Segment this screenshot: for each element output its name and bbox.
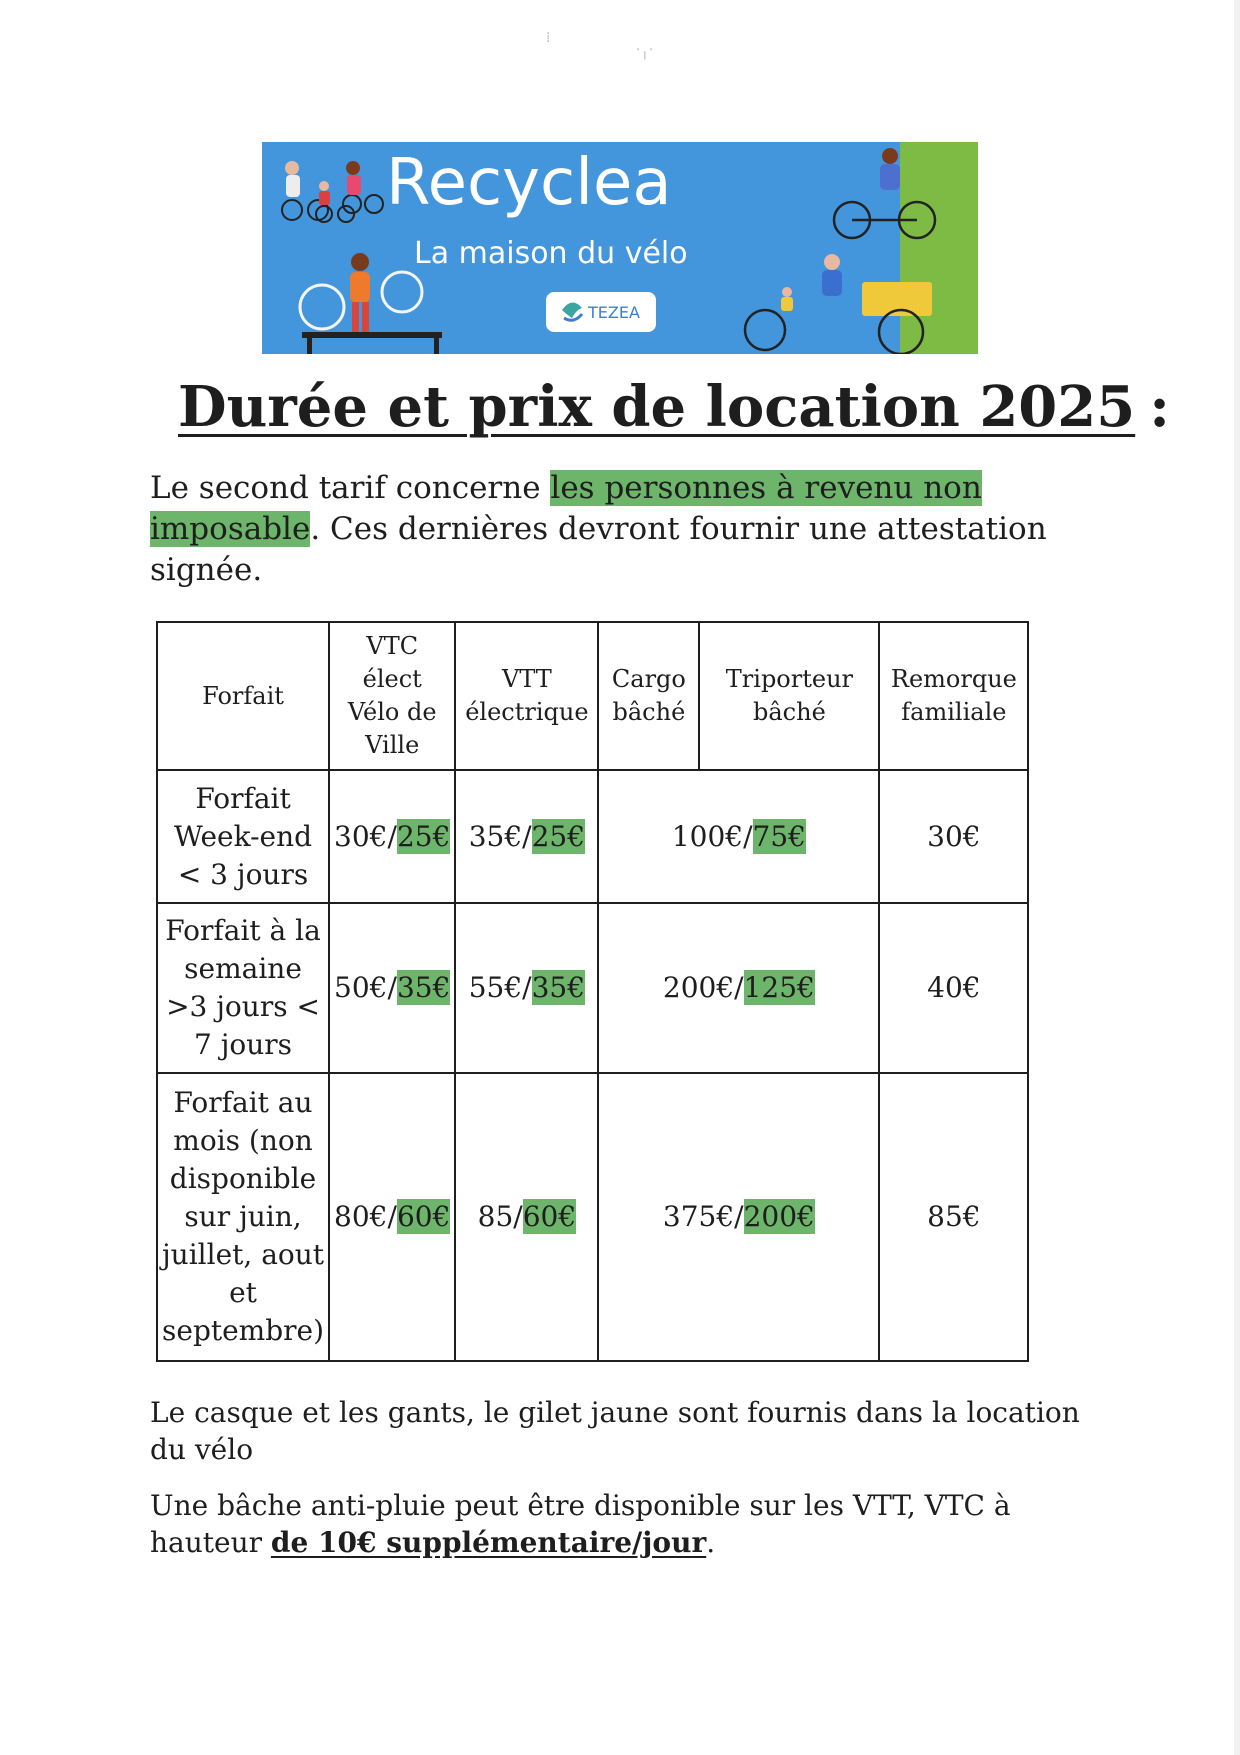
price-regular: 85/ [477, 1200, 523, 1233]
price-regular: 50€/ [334, 971, 397, 1004]
intro-text-before: Le second tarif concerne [150, 470, 551, 506]
row-label: Forfait Week-end < 3 jours [157, 770, 329, 903]
header-triporteur: Triporteur bâché [699, 622, 879, 770]
rate-table [156, 621, 1029, 1362]
tarp-note-end: . [706, 1526, 716, 1559]
scan-artifact: ⁞ [546, 30, 551, 46]
price-cargo-triporteur [598, 903, 879, 1073]
tarp-note [150, 1487, 1100, 1561]
page-edge [1234, 0, 1240, 1755]
brand-name: Recyclea [386, 146, 672, 220]
recyclea-banner [262, 142, 978, 354]
price-regular: 80€/ [334, 1200, 397, 1233]
banner-green-band [900, 142, 978, 354]
header-remorque: Remorque familiale [879, 622, 1028, 770]
price-reduced: 35€ [396, 971, 451, 1004]
price-remorque: 85€ [879, 1073, 1028, 1361]
price-reduced: 200€ [743, 1200, 815, 1233]
price-regular: 100€/ [671, 819, 753, 853]
price-remorque: 30€ [879, 770, 1028, 903]
header-vtc: VTC élect Vélo de Ville [329, 622, 455, 770]
equipment-note: Le casque et les gants, le gilet jaune sont fournis dans la location du vélo [150, 1396, 1080, 1466]
brand-tagline: La maison du vélo [414, 236, 688, 271]
scan-artifact: ˑ╷ˑ [636, 44, 654, 60]
price-vtt [455, 903, 598, 1073]
price-regular: 200€/ [662, 971, 744, 1004]
price-cargo-triporteur [598, 770, 879, 903]
intro-highlight: les personnes à revenu non imposable [150, 470, 982, 547]
table-row [157, 770, 1028, 903]
price-regular: 30€/ [334, 819, 397, 853]
page-title-colon: : [1149, 374, 1170, 440]
price-regular: 35€/ [468, 819, 532, 853]
page-title-text: Durée et prix de location 2025 [178, 374, 1136, 440]
header-vtt: VTT électrique [455, 622, 598, 770]
price-reduced: 25€ [531, 819, 586, 853]
price-reduced: 75€ [752, 819, 806, 853]
table-row [157, 903, 1028, 1073]
tezea-logo-text: TEZEA [588, 303, 640, 322]
table-row [157, 1073, 1028, 1361]
price-reduced: 35€ [531, 971, 586, 1004]
tarp-note-text: Une bâche anti-pluie peut être disponible sur les VTT, VTC à hauteur [150, 1489, 1011, 1559]
tezea-logo [546, 292, 656, 332]
tarp-note-price: de 10€ supplémentaire/jour [270, 1526, 707, 1559]
banner-artwork [262, 142, 978, 354]
header-cargo: Cargo bâché [598, 622, 699, 770]
row-label: Forfait au mois (non disponible sur juin, juillet, aout et septembre) [157, 1073, 329, 1361]
intro-text-after: . Ces dernières devront fournir une attestation signée. [150, 511, 1047, 588]
price-vtc [329, 1073, 455, 1361]
page-title [178, 374, 1170, 440]
row-label: Forfait à la semaine >3 jours < 7 jours [157, 903, 329, 1073]
intro-paragraph [150, 468, 1060, 591]
price-remorque: 40€ [879, 903, 1028, 1073]
price-reduced: 25€ [396, 819, 451, 853]
price-cargo-triporteur [598, 1073, 879, 1361]
price-vtc [329, 770, 455, 903]
price-reduced: 60€ [396, 1200, 451, 1233]
table-header-row [157, 622, 1028, 770]
price-vtt [455, 1073, 598, 1361]
price-regular: 55€/ [468, 971, 532, 1004]
price-vtc [329, 903, 455, 1073]
price-regular: 375€/ [662, 1200, 744, 1233]
price-reduced: 60€ [522, 1200, 577, 1233]
header-forfait: Forfait [157, 622, 329, 770]
price-reduced: 125€ [743, 971, 815, 1004]
price-vtt [455, 770, 598, 903]
